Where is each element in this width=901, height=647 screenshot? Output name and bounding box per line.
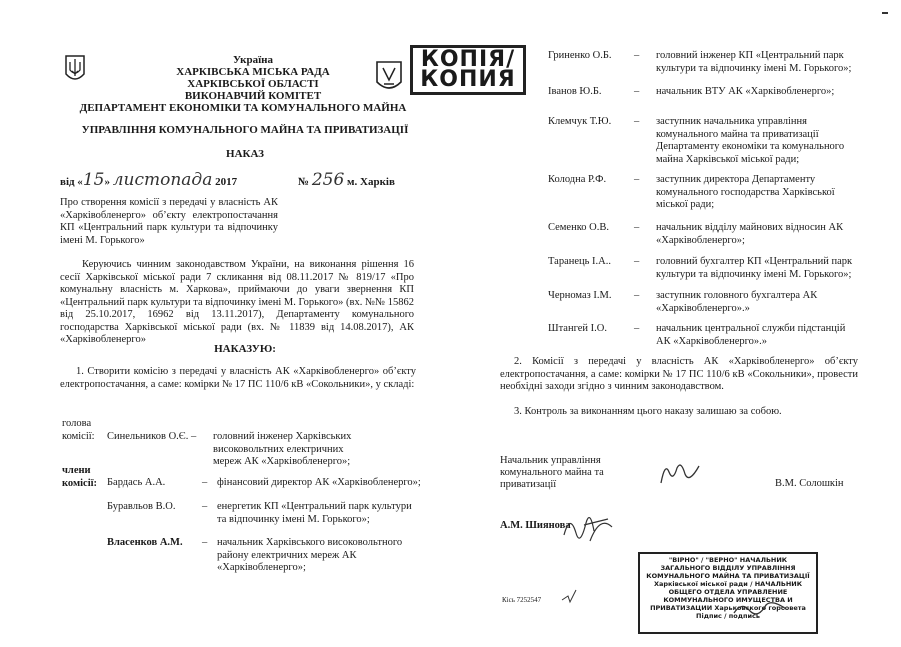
- header-committee: ВИКОНАВЧИЙ КОМІТЕТ: [184, 90, 322, 102]
- date-day: 15: [82, 170, 105, 190]
- order-heading: НАКАЗУЮ:: [214, 343, 276, 355]
- header-department: ДЕПАРТАМЕНТ ЕКОНОМІКИ ТА КОМУНАЛЬНОГО МАЙНА: [79, 102, 407, 114]
- item-3: 3. Контроль за виконанням цього наказу залишаю за собою.: [514, 406, 782, 417]
- member-name: Семенко О.В.: [548, 222, 609, 233]
- signer-name: В.М. Солошкін: [775, 478, 844, 489]
- initials-mark: [560, 588, 580, 604]
- member-name: Гриненко О.Б.: [548, 50, 612, 61]
- coat-of-arms-icon: [64, 54, 86, 84]
- member-role: фінансовий директор АК «Харківобленерго»;: [217, 477, 421, 488]
- member-name: Штангей І.О.: [548, 323, 607, 334]
- subject: Про створення комісії з передачі у власність АК «Харківобленерго» об’єкту електропостачання КП «Центральний парк культури та відпочинку імені М. Горького»: [60, 197, 278, 246]
- date-month: листопада: [112, 170, 213, 190]
- member-role: начальник центральної служби підстанцій АК «Харківобленерго».»: [656, 323, 846, 347]
- head-name: Синельников О.Є. –: [107, 431, 197, 442]
- member-name: Колодна Р.Ф.: [548, 174, 607, 185]
- member-role: заступник начальника управління комунального майна та приватизації Департаменту економіки та комунального майна Харківської міської ради;: [656, 116, 845, 165]
- signature-approver: [560, 505, 620, 550]
- head-label: голова комісії:: [62, 418, 95, 442]
- member-role: начальник відділу майнових відносин АК «Харківобленерго»;: [656, 222, 844, 246]
- member-role: заступник головного бухгалтера АК «Харківобленерго».»: [656, 290, 818, 314]
- header-region: ХАРКІВСЬКОЇ ОБЛАСТІ: [187, 78, 319, 90]
- city-emblem-icon: [375, 60, 403, 94]
- order-number: 256: [311, 170, 345, 190]
- signature-stamp: [730, 595, 790, 621]
- member-name: Бардась А.А.: [107, 477, 166, 488]
- signer-title: Начальник управління комунального майна та приватизації: [500, 455, 604, 490]
- preamble: Керуючись чинним законодавством України, на виконання рішення 16 сесії Харківської міської ради 7 скликання від 08.11.2017 № 819/17 «Про комунальну власність м. Харкова», приймаючи до уваги звернення КП «Центральний парк культури та відпочинку імені М. Горького» (вх. №№ 15862 від 25.10.2017, 16962 від 13.11.2017), Департаменту комунального господарства Харківської міської ради (вх. № 11839 від 14.08.2017), АК «Харківобленерго»: [60, 259, 414, 345]
- doc-type-title: НАКАЗ: [226, 148, 264, 160]
- member-role: головний інженер КП «Центральний парк культури та відпочинку імені М. Горького»;: [656, 50, 852, 74]
- member-name: Іванов Ю.Б.: [548, 86, 602, 97]
- member-name: Черномаз І.М.: [548, 290, 612, 301]
- place: м. Харків: [347, 176, 395, 188]
- file-number: Кісь 7252547: [502, 596, 542, 604]
- header-city-council: ХАРКІВСЬКА МІСЬКА РАДА: [176, 66, 330, 78]
- head-role: головний інженер Харківських високовольтних електричних мереж АК «Харківобленерго»;: [213, 431, 352, 467]
- approver: А.М. Шиянова: [500, 520, 571, 531]
- verno-stamp: "ВІРНО" / "ВЕРНО" НАЧАЛЬНИК ЗАГАЛЬНОГО ВІДДІЛУ УПРАВЛІННЯ КОМУНАЛЬНОГО МАЙНА ТА ПРИВАТИЗАЦІЇ Харківської міської ради / НАЧАЛЬНИК ОБЩЕГО ОТДЕЛА УПРАВЛЕНИЕ КОММУНАЛЬНОГО ИМУЩЕСТВА И ПРИВАТИЗАЦИИ Харьковского горсовета Підпис / подпись: [638, 552, 818, 634]
- scan-mark: [882, 12, 888, 14]
- copy-stamp: КОПІЯ/ КОПИЯ: [410, 45, 526, 95]
- member-name: Власенков А.М.: [107, 537, 183, 548]
- item-1: 1. Створити комісію з передачі у власність АК «Харківобленерго» об’єкту електропостачання, а саме: комірки № 17 ПС 110/6 кВ «Сокольники», у складі:: [60, 366, 416, 390]
- member-name: Клемчук Т.Ю.: [548, 116, 612, 127]
- date-line: від «15» листопада 2017 № 256 м. Харків: [60, 170, 395, 190]
- member-role: начальник Харківського високовольтного району електричних мереж АК «Харківобленерго»;: [217, 537, 403, 573]
- signature-head: [655, 458, 705, 488]
- member-name: Таранець І.А..: [548, 256, 611, 267]
- date-year: 2017: [215, 176, 238, 188]
- header-office: УПРАВЛІННЯ КОМУНАЛЬНОГО МАЙНА ТА ПРИВАТИЗАЦІЇ: [81, 124, 409, 136]
- member-role: начальник ВТУ АК «Харківобленерго»;: [656, 86, 835, 97]
- members-label: члени комісії:: [62, 465, 98, 489]
- header-country: Україна: [232, 54, 274, 66]
- member-role: заступник директора Департаменту комунального господарства Харківської міської ради;: [656, 174, 835, 210]
- member-name: Буравльов В.О.: [107, 501, 176, 512]
- member-role: головний бухгалтер КП «Центральний парк культури та відпочинку імені М. Горького»;: [656, 256, 853, 280]
- item-2: 2. Комісії з передачі у власність АК «Харківобленерго» об’єкту електропостачання, а саме: комірки № 17 ПС 110/6 кВ «Сокольники», провести необхідні заходи згідно з чинним законодавством.: [500, 356, 858, 392]
- member-role: енергетик КП «Центральний парк культури та відпочинку імені М. Горького»;: [217, 501, 412, 525]
